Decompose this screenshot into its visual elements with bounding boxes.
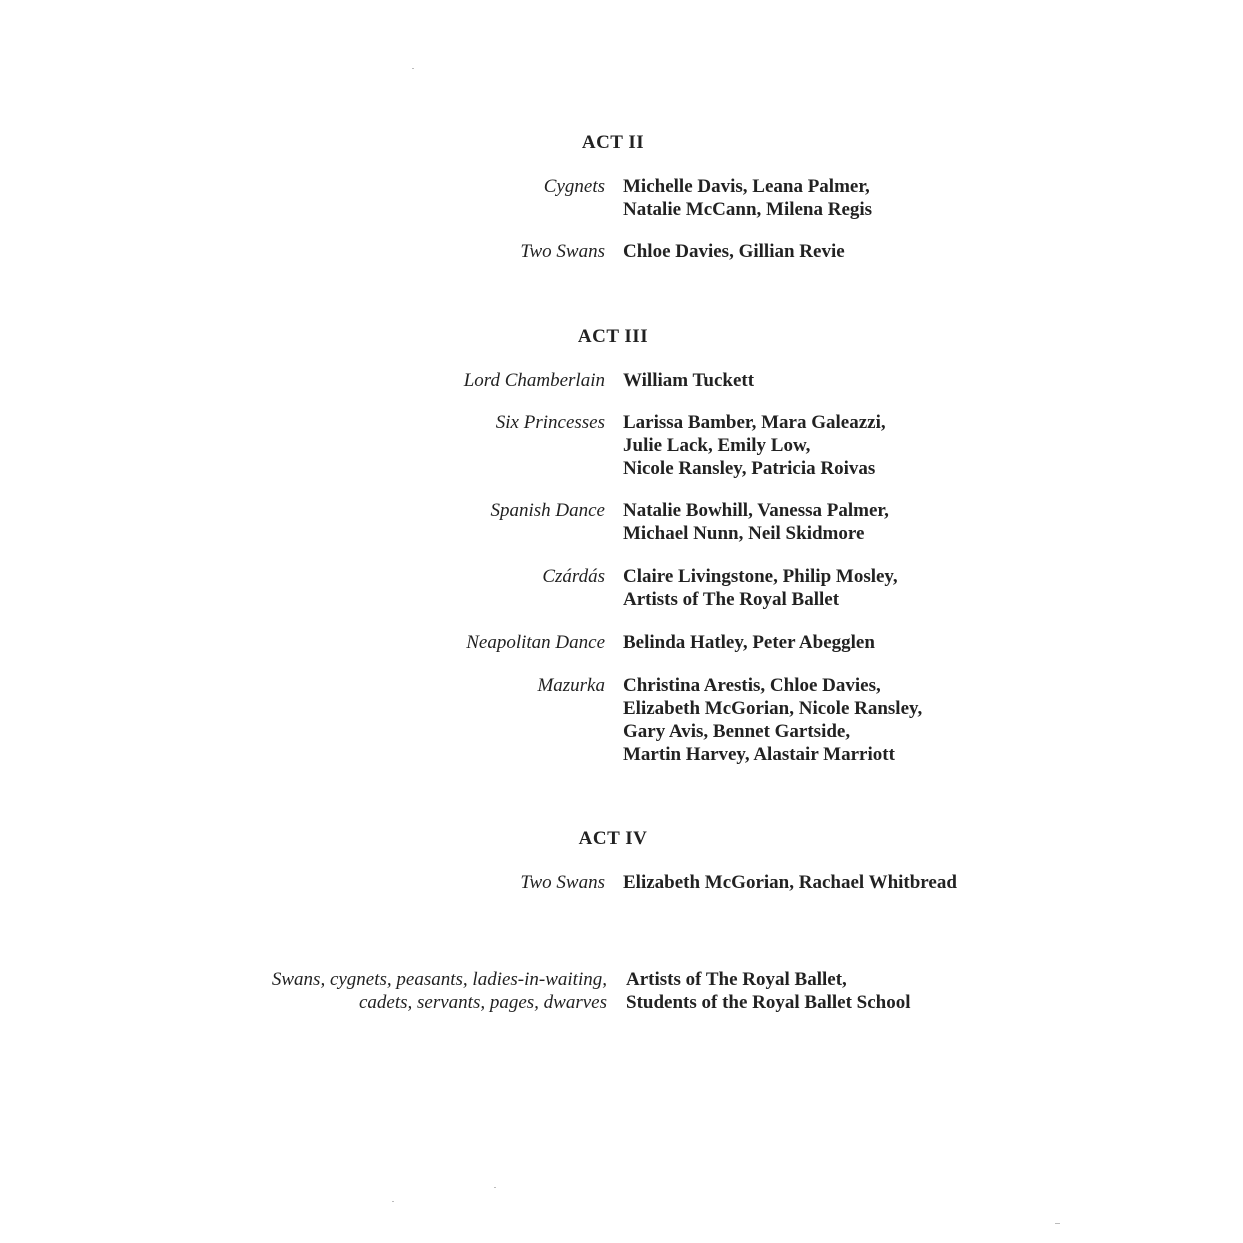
role-cygnets: Cygnets [543,176,605,197]
scan-speck [392,1201,394,1202]
role-mazurka: Mazurka [537,675,605,696]
cast-two-swans-act-iv: Elizabeth McGorian, Rachael Whitbread [623,872,957,893]
role-ensemble: Swans, cygnets, peasants, ladies-in-waiting, cadets, servants, pages, dwarves [271,969,607,1013]
cast-cygnets: Michelle Davis, Leana Palmer, Natalie McCann, Milena Regis [623,176,873,220]
scan-speck [412,68,414,69]
cast-lord-chamberlain: William Tuckett [623,370,755,391]
cast-six-princesses: Larissa Bamber, Mara Galeazzi, Julie Lack, Emily Low, Nicole Ransley, Patricia Roivas [623,412,886,479]
role-neapolitan-dance: Neapolitan Dance [466,632,605,653]
cast-czardas: Claire Livingstone, Philip Mosley, Artists of The Royal Ballet [623,566,898,610]
act-iii-heading: ACT III [577,326,649,347]
role-spanish-dance: Spanish Dance [490,500,605,521]
cast-neapolitan-dance: Belinda Hatley, Peter Abegglen [623,632,875,653]
scan-speck [494,1187,496,1188]
cast-ensemble: Artists of The Royal Ballet, Students of the Royal Ballet School [626,969,911,1013]
role-two-swans-act-ii: Two Swans [520,241,605,262]
role-two-swans-act-iv: Two Swans [520,872,605,893]
act-ii-heading: ACT II [581,132,645,153]
role-six-princesses: Six Princesses [495,412,605,433]
scan-speck [1055,1223,1060,1224]
role-lord-chamberlain: Lord Chamberlain [463,370,605,391]
cast-spanish-dance: Natalie Bowhill, Vanessa Palmer, Michael Nunn, Neil Skidmore [623,500,889,544]
cast-two-swans-act-ii: Chloe Davies, Gillian Revie [623,241,845,262]
cast-mazurka: Christina Arestis, Chloe Davies, Elizabeth McGorian, Nicole Ransley, Gary Avis, Bennet Gartside, Martin Harvey, Alastair Marriott [623,675,923,765]
role-czardas: Czárdás [542,566,605,587]
act-iv-heading: ACT IV [578,828,648,849]
